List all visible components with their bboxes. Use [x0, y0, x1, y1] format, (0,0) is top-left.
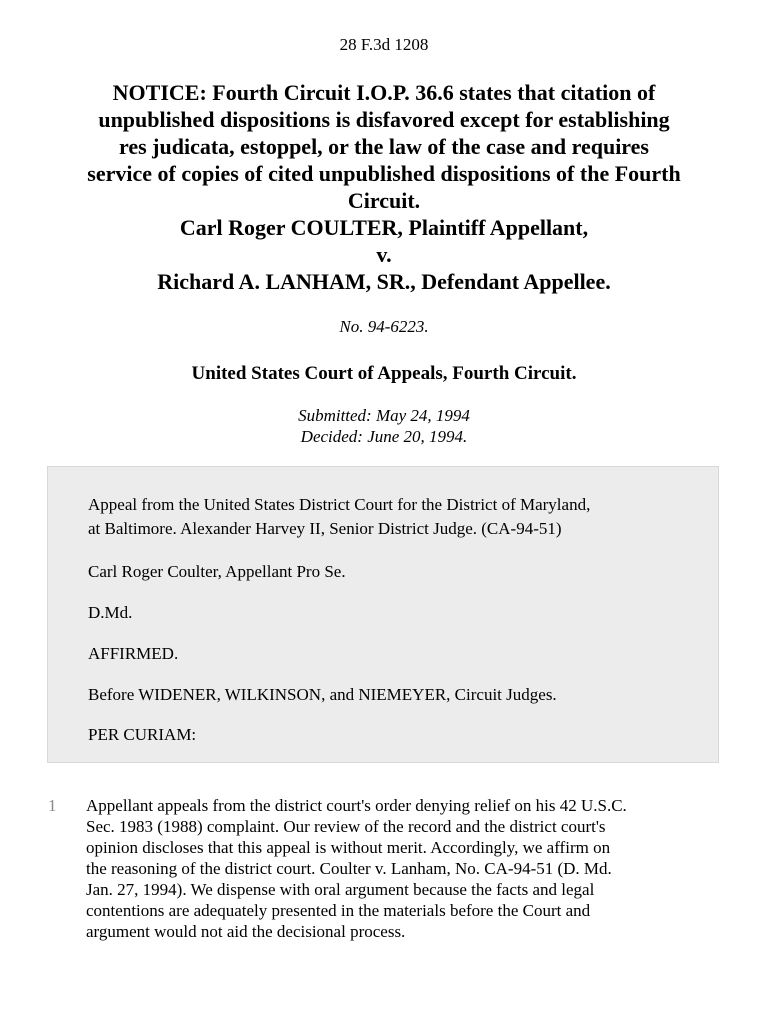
opinion-line: the reasoning of the district court. Coulter v. Lanham, No. CA-94-51 (D. Md.	[86, 859, 612, 878]
reporter-citation: 28 F.3d 1208	[339, 35, 429, 54]
notice-line: service of copies of cited unpublished dispositions of the Fourth	[87, 161, 681, 186]
paragraph-number: 1	[48, 796, 57, 815]
versus-label: v.	[376, 242, 392, 267]
opinion-line: argument would not aid the decisional process.	[86, 922, 406, 941]
opinion-line: Appellant appeals from the district court's order denying relief on his 42 U.S.C.	[86, 796, 627, 815]
case-dates	[0, 405, 768, 447]
defendant-name: Richard A. LANHAM, SR., Defendant Appellee.	[157, 269, 611, 294]
appeal-from-line: at Baltimore. Alexander Harvey II, Senior District Judge. (CA-94-51)	[88, 519, 562, 538]
per-curiam-label: PER CURIAM:	[88, 725, 197, 744]
docket-number: No. 94-6223.	[339, 317, 429, 336]
opinion-line: contentions are adequately presented in the materials before the Court and	[86, 901, 591, 920]
panel-judges: Before WIDENER, WILKINSON, and NIEMEYER, Circuit Judges.	[88, 685, 557, 704]
court-name: United States Court of Appeals, Fourth Circuit.	[191, 363, 577, 384]
opinion-line: Sec. 1983 (1988) complaint. Our review of the record and the district court's	[86, 817, 606, 836]
case-heading	[40, 79, 728, 295]
opinion-paragraph	[86, 795, 726, 942]
opinion-line: opinion discloses that this appeal is without merit. Accordingly, we affirm on	[86, 838, 611, 857]
case-summary-box	[47, 466, 719, 763]
district-label: D.Md.	[88, 603, 133, 622]
appeal-from-line: Appeal from the United States District Court for the District of Maryland,	[88, 495, 591, 514]
notice-line: NOTICE: Fourth Circuit I.O.P. 36.6 states that citation of	[112, 80, 656, 105]
appellant-counsel: Carl Roger Coulter, Appellant Pro Se.	[88, 562, 346, 581]
disposition-label: AFFIRMED.	[88, 644, 179, 663]
submitted-date: Submitted: May 24, 1994	[298, 406, 470, 425]
notice-line: res judicata, estoppel, or the law of the case and requires	[118, 134, 649, 159]
opinion-line: Jan. 27, 1994). We dispense with oral argument because the facts and legal	[86, 880, 595, 899]
notice-line: Circuit.	[347, 188, 421, 213]
notice-line: unpublished dispositions is disfavored except for establishing	[98, 107, 670, 132]
plaintiff-name: Carl Roger COULTER, Plaintiff Appellant,	[179, 215, 589, 240]
decided-date: Decided: June 20, 1994.	[300, 427, 468, 446]
